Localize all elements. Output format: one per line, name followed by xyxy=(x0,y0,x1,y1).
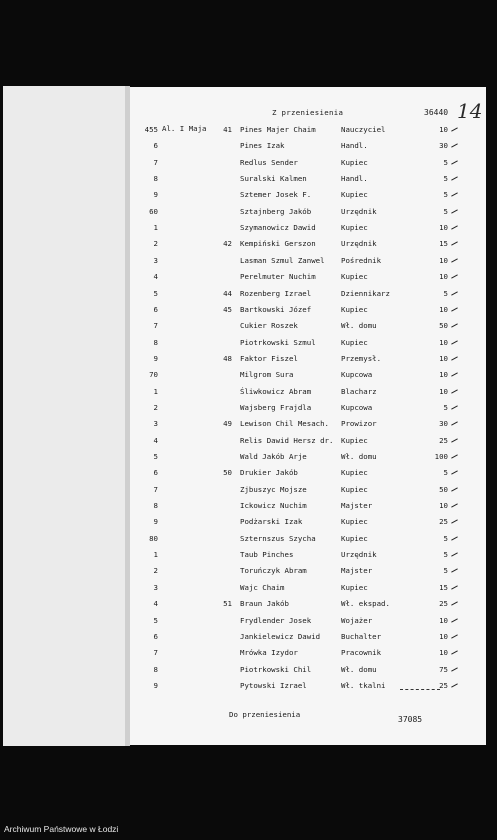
person-name: Redlus Sender xyxy=(240,157,298,167)
entry-number: 3 xyxy=(153,255,158,265)
entry-number: 6 xyxy=(153,468,158,478)
entry-number: 8 xyxy=(153,664,158,674)
entry-number: 3 xyxy=(153,419,158,429)
amount: 50 xyxy=(439,321,448,331)
amount: 5 xyxy=(443,550,448,560)
person-name: Ickowicz Nuchim xyxy=(240,501,307,511)
person-name: Piotrkowski Szmul xyxy=(240,337,316,347)
amount: 10 xyxy=(439,353,448,363)
amount: 15 xyxy=(439,239,448,249)
header-title: Z przeniesienia xyxy=(272,108,344,117)
entry-number: 70 xyxy=(149,370,158,380)
footer-label: Do przeniesienia xyxy=(229,710,301,719)
sum-divider xyxy=(400,689,440,690)
amount: 10 xyxy=(439,501,448,511)
left-facing-page xyxy=(3,86,125,746)
entry-number: 7 xyxy=(153,321,158,331)
occupation: Kupiec xyxy=(341,304,368,314)
person-name: Drukier Jakób xyxy=(240,468,298,478)
entry-number: 8 xyxy=(153,501,158,511)
amount: 100 xyxy=(434,452,448,461)
house-number: 50 xyxy=(223,468,232,478)
person-name: Rozenberg Izrael xyxy=(240,288,312,298)
entry-number: 9 xyxy=(153,353,158,363)
entry-number: 5 xyxy=(153,452,158,461)
entry-number: 9 xyxy=(153,190,158,200)
entry-number: 2 xyxy=(153,402,158,412)
occupation: Handl. xyxy=(341,174,368,184)
entry-number: 4 xyxy=(153,435,158,445)
person-name: Pytowski Izrael xyxy=(240,680,307,690)
occupation: Handl. xyxy=(341,141,368,151)
entry-number: 1 xyxy=(153,386,158,396)
entry-number: 7 xyxy=(153,484,158,494)
carried-total: 36440 xyxy=(424,108,449,117)
amount: 5 xyxy=(443,468,448,478)
person-name: Wajsberg Frajdla xyxy=(240,402,312,412)
amount: 10 xyxy=(439,386,448,396)
person-name: Szymanowicz Dawid xyxy=(240,223,316,233)
house-number: 41 xyxy=(223,125,232,134)
occupation: Nauczyciel xyxy=(341,125,386,134)
person-name: Sztemer Josek F. xyxy=(240,190,312,200)
amount: 25 xyxy=(439,680,448,690)
person-name: Piotrkowski Chil xyxy=(240,664,312,674)
house-number: 42 xyxy=(223,239,232,249)
occupation: Wł. tkalni xyxy=(341,680,386,690)
amount: 15 xyxy=(439,582,448,592)
occupation: Buchalter xyxy=(341,631,382,641)
amount: 10 xyxy=(439,304,448,314)
amount: 75 xyxy=(439,664,448,674)
house-number: 44 xyxy=(223,288,232,298)
person-name: Śliwkowicz Abram xyxy=(240,386,312,396)
entry-number: 6 xyxy=(153,631,158,641)
archive-watermark: Archiwum Państwowe w Łodzi xyxy=(4,824,119,834)
person-name: Wajc Chaim xyxy=(240,582,285,592)
entry-number: 4 xyxy=(153,599,158,609)
person-name: Pines Izak xyxy=(240,141,285,151)
entry-number: 6 xyxy=(153,304,158,314)
person-name: Wald Jakób Arje xyxy=(240,452,307,461)
person-name: Szternszus Szycha xyxy=(240,533,316,543)
person-name: Toruńczyk Abram xyxy=(240,566,307,576)
entry-number: 1 xyxy=(153,550,158,560)
occupation: Kupiec xyxy=(341,157,368,167)
person-name: Cukier Roszek xyxy=(240,321,298,331)
occupation: Wł. domu xyxy=(341,664,377,674)
entry-number: 5 xyxy=(153,615,158,625)
amount: 50 xyxy=(439,484,448,494)
person-name: Mrówka Izydor xyxy=(240,648,298,658)
amount: 10 xyxy=(439,272,448,282)
amount: 10 xyxy=(439,337,448,347)
occupation: Kupiec xyxy=(341,533,368,543)
handwritten-page-number: 14 xyxy=(457,99,483,123)
occupation: Kupiec xyxy=(341,582,368,592)
occupation: Urzędnik xyxy=(341,550,377,560)
occupation: Kupiec xyxy=(341,272,368,282)
occupation: Prowizor xyxy=(341,419,377,429)
amount: 5 xyxy=(443,288,448,298)
occupation: Dziennikarz xyxy=(341,288,390,298)
entry-number: 2 xyxy=(153,566,158,576)
amount: 25 xyxy=(439,599,448,609)
person-name: Relis Dawid Hersz dr. xyxy=(240,435,334,445)
entry-number: 80 xyxy=(149,533,158,543)
amount: 10 xyxy=(439,615,448,625)
occupation: Pracownik xyxy=(341,648,382,658)
occupation: Kupiec xyxy=(341,435,368,445)
person-name: Sztajnberg Jakób xyxy=(240,206,312,216)
house-number: 45 xyxy=(223,304,232,314)
occupation: Blacharz xyxy=(341,386,377,396)
occupation: Kupiec xyxy=(341,517,368,527)
amount: 30 xyxy=(439,419,448,429)
person-name: Kempiński Gerszon xyxy=(240,239,316,249)
person-name: Milgrom Sura xyxy=(240,370,294,380)
entry-number: 60 xyxy=(149,206,158,216)
street-name: Al. I Maja xyxy=(162,124,207,133)
person-name: Perelmuter Nuchim xyxy=(240,272,316,282)
amount: 5 xyxy=(443,206,448,216)
amount: 10 xyxy=(439,125,448,134)
occupation: Kupiec xyxy=(341,223,368,233)
occupation: Kupcowa xyxy=(341,370,373,380)
occupation: Wł. domu xyxy=(341,452,377,461)
amount: 10 xyxy=(439,255,448,265)
entry-number: 8 xyxy=(153,174,158,184)
amount: 5 xyxy=(443,566,448,576)
occupation: Pośrednik xyxy=(341,255,382,265)
person-name: Podżarski Izak xyxy=(240,517,303,527)
person-name: Lewison Chil Mesach. xyxy=(240,419,329,429)
amount: 5 xyxy=(443,190,448,200)
house-number: 49 xyxy=(223,419,232,429)
person-name: Suralski Kalmen xyxy=(240,174,307,184)
entry-number: 7 xyxy=(153,157,158,167)
entry-number: 7 xyxy=(153,648,158,658)
person-name: Braun Jakób xyxy=(240,599,289,609)
occupation: Wojażer xyxy=(341,615,373,625)
occupation: Kupiec xyxy=(341,190,368,200)
person-name: Bartkowski Józef xyxy=(240,304,312,314)
entry-number: 5 xyxy=(153,288,158,298)
house-number: 51 xyxy=(223,599,232,609)
amount: 10 xyxy=(439,223,448,233)
entry-number: 455 xyxy=(144,125,158,134)
amount: 25 xyxy=(439,435,448,445)
footer-total: 37085 xyxy=(398,715,423,724)
occupation: Majster xyxy=(341,566,373,576)
occupation: Przemysł. xyxy=(341,353,382,363)
amount: 5 xyxy=(443,174,448,184)
person-name: Faktor Fiszel xyxy=(240,353,298,363)
entry-number: 4 xyxy=(153,272,158,282)
entry-number: 2 xyxy=(153,239,158,249)
entry-number: 6 xyxy=(153,141,158,151)
entry-number: 9 xyxy=(153,680,158,690)
entry-number: 3 xyxy=(153,582,158,592)
occupation: Kupiec xyxy=(341,468,368,478)
document-page xyxy=(130,87,486,745)
occupation: Urzędnik xyxy=(341,206,377,216)
occupation: Majster xyxy=(341,501,373,511)
occupation: Kupiec xyxy=(341,484,368,494)
person-name: Frydlender Josek xyxy=(240,615,312,625)
person-name: Taub Pinches xyxy=(240,550,294,560)
amount: 5 xyxy=(443,157,448,167)
amount: 5 xyxy=(443,533,448,543)
amount: 30 xyxy=(439,141,448,151)
house-number: 48 xyxy=(223,353,232,363)
occupation: Kupiec xyxy=(341,337,368,347)
occupation: Urzędnik xyxy=(341,239,377,249)
person-name: Jankielewicz Dawid xyxy=(240,631,321,641)
amount: 10 xyxy=(439,631,448,641)
amount: 10 xyxy=(439,648,448,658)
entry-number: 9 xyxy=(153,517,158,527)
person-name: Pines Majer Chaim xyxy=(240,125,316,134)
person-name: Zjbuszyc Mojsze xyxy=(240,484,307,494)
occupation: Wł. ekspad. xyxy=(341,599,390,609)
amount: 10 xyxy=(439,370,448,380)
occupation: Kupcowa xyxy=(341,402,373,412)
person-name: Lasman Szmul Zanwel xyxy=(240,255,325,265)
occupation: Wł. domu xyxy=(341,321,377,331)
entry-number: 8 xyxy=(153,337,158,347)
amount: 5 xyxy=(443,402,448,412)
entry-number: 1 xyxy=(153,223,158,233)
amount: 25 xyxy=(439,517,448,527)
